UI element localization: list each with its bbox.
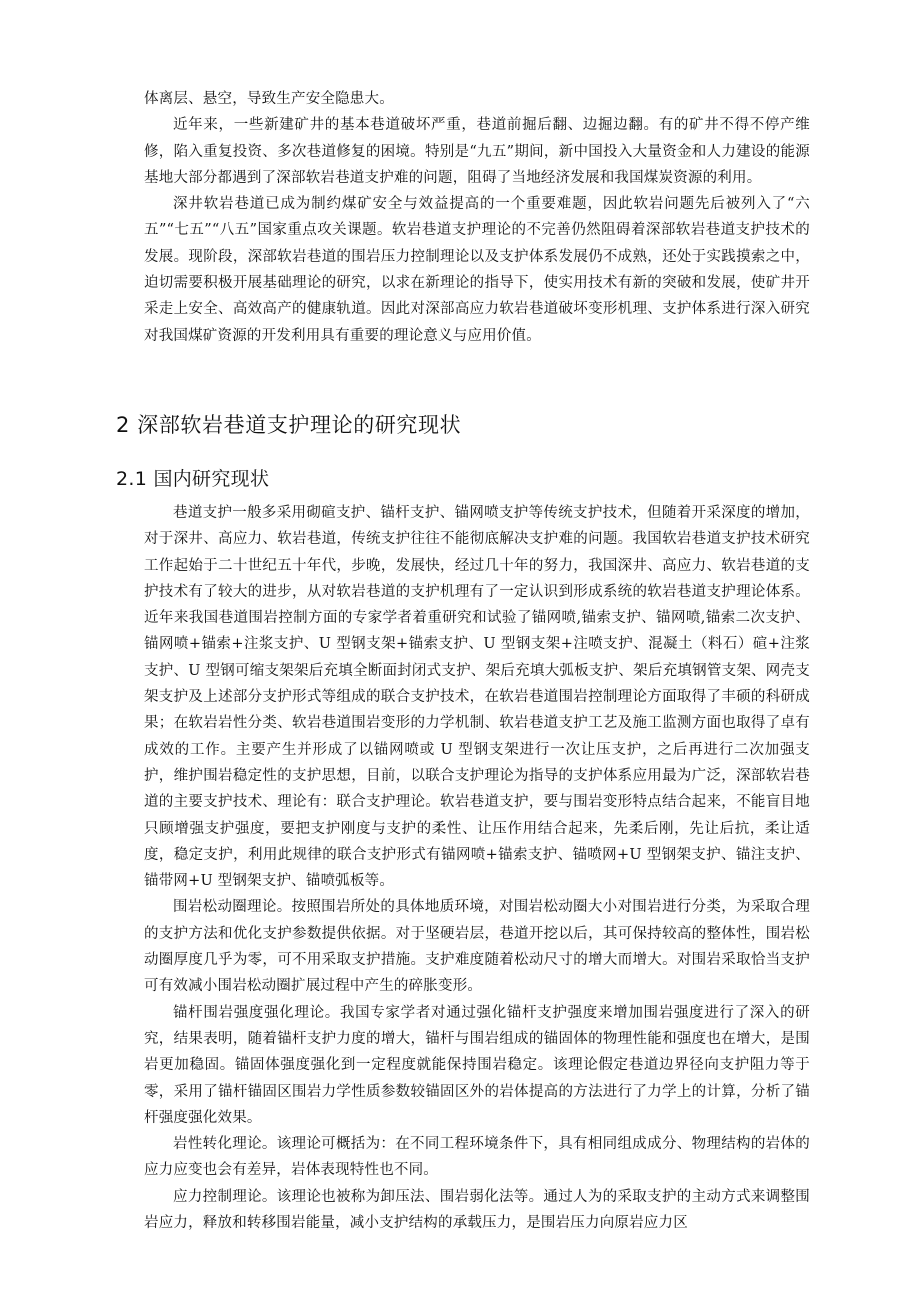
paragraph-continuation: 体离层、悬空，导致生产安全隐患大。 — [144, 91, 394, 107]
paragraph-loose-circle-theory: 围岩松动圈理论。按照围岩所处的具体地质环境，对围岩松动圈大小对围岩进行分类，为采取合理的支护方法和优化支护参数提供依据。对于坚硬岩层，巷道开挖以后，其可保持较高的整体性，围岩松动圈厚度几乎为零，可不用采取支护措施。支护难度随着松动尺寸的增大而增大。对围岩采取恰当支护可有效减小围岩松动圈扩展过程中产生的碎胀变形。 — [144, 899, 810, 995]
section-heading: 2 深部软岩巷道支护理论的研究现状 — [116, 413, 462, 437]
paragraph-lithology-theory: 岩性转化理论。该理论可概括为：在不同工程环境条件下，具有相同组成成分、物理结构的岩体的应力应变也会有差异，岩体表现特性也不同。 — [144, 1136, 810, 1179]
paragraph-recent-years: 近年来，一些新建矿井的基本巷道破坏严重，巷道前掘后翻、边掘边翻。有的矿井不得不停产维修，陷入重复投资、多次巷道修复的困境。特别是“九五”期间，新中国投入大量资金和人力建设的能源基地大部分都遇到了深部软岩巷道支护难的问题，阻碍了当地经济发展和我国煤炭资源的利用。 — [144, 117, 810, 186]
intro-section — [144, 86, 810, 349]
domestic-research-section — [144, 500, 810, 1236]
paragraph-support-techniques: 巷道支护一般多采用砌碹支护、锚杆支护、锚网喷支护等传统支护技术，但随着开采深度的增加，对于深井、高应力、软岩巷道，传统支护往往不能彻底解决支护难的问题。我国软岩巷道支护技术研究工作起始于二十世纪五十年代，步晚，发展快，经过几十年的努力，我国深井、高应力、软岩巷道的支护技术有了较大的进步，从对软岩巷道的支护机理有了一定认识到形成系统的软岩巷道支护理论体系。近年来我国巷道围岩控制方面的专家学者着重研究和试验了锚网喷,锚索支护、锚网喷,锚索二次支护、锚网喷+锚索+注浆支护、U 型钢支架+锚索支护、U 型钢支架+注喷支护、混凝土（料石）碹+注浆支护、U 型钢可缩支架架后充填全断面封闭式支护、架后充填大弧板支护、架后充填钢管支架、网壳支架支护及上述部分支护形式等组成的联合支护技术，在软岩巷道围岩控制理论方面取得了丰硕的科研成果；在软岩岩性分类、软岩巷道围岩变形的力学机制、软岩巷道支护工艺及施工监测方面也取得了卓有成效的工作。主要产生并形成了以锚网喷或 U 型钢支架进行一次让压支护，之后再进行二次加强支护，维护围岩稳定性的支护思想，目前，以联合支护理论为指导的支护体系应用最为广泛，深部软岩巷道的主要支护技术、理论有：联合支护理论。软岩巷道支护，要与围岩变形特点结合起来，不能盲目地只顾增强支护强度，要把支护刚度与支护的柔性、让压作用结合起来，先柔后刚，先让后抗，柔让适度，稳定支护，利用此规律的联合支护形式有锚网喷+锚索支护、锚喷网+U 型钢架支护、锚注支护、锚带网+U 型钢架支护、锚喷弧板等。 — [144, 505, 810, 890]
paragraph-bolt-strength-theory: 锚杆围岩强度强化理论。我国专家学者对通过强化锚杆支护强度来增加围岩强度进行了深入的研究，结果表明，随着锚杆支护力度的增大，锚杆与围岩组成的锚固体的物理性能和强度也在增大，是围岩更加稳固。锚固体强度强化到一定程度就能保持围岩稳定。该理论假定巷道边界径向支护阻力等于零，采用了锚杆锚固区围岩力学性质参数较锚固区外的岩体提高的方法进行了力学上的计算，分析了锚杆强度强化效果。 — [144, 1004, 810, 1126]
paragraph-deep-soft-rock: 深井软岩巷道已成为制约煤矿安全与效益提高的一个重要难题，因此软岩问题先后被列入了“六五”“七五”“八五”国家重点攻关课题。软岩巷道支护理论的不完善仍然阻碍着深部软岩巷道支护技术的发展。现阶段，深部软岩巷道的围岩压力控制理论以及支护体系发展仍不成熟，还处于实践摸索之中，迫切需要积极开展基础理论的研究，以求在新理论的指导下，使实用技术有新的突破和发展，使矿井开采走上安全、高效高产的健康轨道。因此对深部高应力软岩巷道破坏变形机理、支护体系进行深入研究对我国煤矿资源的开发利用具有重要的理论意义与应用价值。 — [144, 196, 810, 344]
subsection-heading: 2.1 国内研究现状 — [116, 468, 270, 490]
paragraph-stress-control-theory: 应力控制理论。该理论也被称为卸压法、围岩弱化法等。通过人为的采取支护的主动方式来调整围岩应力，释放和转移围岩能量，减小支护结构的承载压力，是围岩压力向原岩应力区 — [144, 1188, 810, 1232]
